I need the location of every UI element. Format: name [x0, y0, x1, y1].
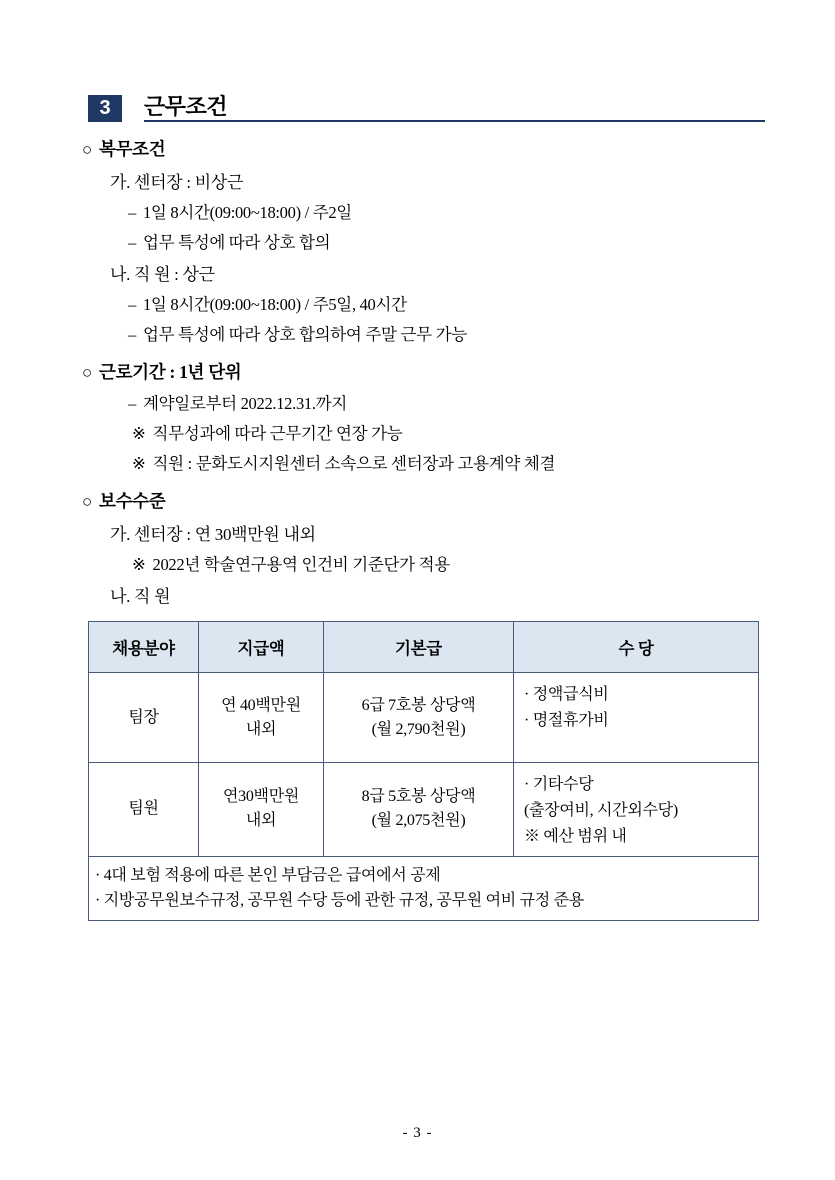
- allowance-line: · 기타수당: [524, 776, 594, 794]
- table-header-cell-allowance: 수 당: [514, 622, 759, 673]
- circle-bullet-icon: ○: [82, 363, 92, 383]
- table-cell-amount: [199, 763, 324, 857]
- dash-bullet-icon: –: [128, 394, 136, 414]
- table-cell-base-line2: (월 2,075천원): [371, 812, 466, 830]
- list-item-label: 업무 특성에 따라 상호 합의하여 주말 근무 가능: [142, 325, 467, 345]
- block-heading: [82, 136, 765, 161]
- table-cell-amount-line1: 연30백만원: [222, 788, 300, 806]
- table-cell-base-line2: (월 2,790천원): [371, 720, 466, 738]
- block-heading: [82, 359, 765, 384]
- list-item: [128, 199, 765, 223]
- block-heading-label: 보수수준: [98, 491, 166, 512]
- content-block-work-period: [70, 359, 765, 474]
- allowance-line: · 명절휴가비: [524, 712, 609, 729]
- list-item-note: [132, 551, 765, 575]
- list-item: [128, 229, 765, 253]
- list-item-label: 직원 : 문화도시지원센터 소속으로 센터장과 고용계약 체결: [152, 454, 556, 474]
- table-cell-field: 팀장: [89, 673, 199, 763]
- table-cell-base-line1: 6급 7호봉 상당액: [361, 696, 476, 714]
- section-title-underline: [144, 95, 765, 122]
- content-block-service-conditions: [70, 136, 765, 345]
- allowance-line: (출장여비, 시간외수당): [524, 802, 678, 819]
- block-heading-label: 근로기간 : 1년 단위: [98, 362, 242, 383]
- table-header-row: [89, 622, 759, 673]
- dash-bullet-icon: –: [128, 295, 136, 315]
- table-row: [89, 763, 759, 857]
- list-item: 나. 직 원 : 상근: [110, 265, 215, 285]
- table-row: [89, 673, 759, 763]
- table-cell-base: [324, 763, 514, 857]
- compensation-table: [88, 621, 759, 921]
- block-heading-label: 복무조건: [98, 139, 166, 160]
- table-cell-field: 팀원: [89, 763, 199, 857]
- list-item-note: [132, 420, 765, 444]
- page-title: 근무조건: [144, 94, 228, 119]
- list-item-label: 2022년 학술연구용역 인건비 기준단가 적용: [152, 555, 450, 575]
- table-note-line: · 4대 보험 적용에 따른 본인 부담금은 급여에서 공제: [95, 866, 441, 884]
- list-item-label: 업무 특성에 따라 상호 합의: [142, 233, 331, 253]
- dash-bullet-icon: –: [128, 203, 136, 223]
- reference-mark-icon: ※: [132, 424, 146, 444]
- table-cell-amount-line2: 내외: [245, 720, 277, 738]
- list-item: [128, 291, 765, 315]
- section-number-badge: 3: [88, 95, 122, 122]
- reference-mark-icon: ※: [132, 454, 146, 474]
- circle-bullet-icon: ○: [82, 492, 92, 512]
- reference-mark-icon: ※: [132, 555, 146, 575]
- table-notes: [89, 856, 759, 920]
- table-cell-amount-line2: 내외: [245, 812, 277, 830]
- list-item: 가. 센터장 : 비상근: [110, 173, 244, 193]
- allowance-line: · 정액급식비: [524, 686, 609, 704]
- list-item: 나. 직 원: [110, 587, 171, 607]
- circle-bullet-icon: ○: [82, 140, 92, 160]
- list-item: 가. 센터장 : 연 30백만원 내외: [110, 525, 316, 545]
- dash-bullet-icon: –: [128, 325, 136, 345]
- list-item-label: 계약일로부터 2022.12.31.까지: [142, 394, 347, 414]
- dash-bullet-icon: –: [128, 233, 136, 253]
- list-item: [128, 321, 765, 345]
- list-item-label: 1일 8시간(09:00~18:00) / 주5일, 40시간: [142, 295, 407, 315]
- list-item-label: 직무성과에 따라 근무기간 연장 가능: [152, 424, 403, 444]
- allowance-line: ※ 예산 범위 내: [524, 827, 627, 845]
- list-item-label: 1일 8시간(09:00~18:00) / 주2일: [142, 203, 352, 223]
- table-cell-base-line1: 8급 5호봉 상당액: [361, 788, 476, 806]
- page-number: - 3 -: [402, 1125, 433, 1141]
- list-item-note: [132, 450, 765, 474]
- table-cell-amount-line1: 연 40백만원: [221, 696, 301, 714]
- table-cell-amount: [199, 673, 324, 763]
- table-header-cell-field: 채용분야: [89, 622, 199, 673]
- table-note-row: [89, 856, 759, 920]
- content-block-compensation: [70, 488, 765, 607]
- table-header-cell-base: 기본급: [324, 622, 514, 673]
- table-cell-base: [324, 673, 514, 763]
- section-heading: [88, 95, 765, 122]
- table-header-cell-amount: 지급액: [199, 622, 324, 673]
- table-cell-allowance: [514, 673, 759, 763]
- list-item: [128, 390, 765, 414]
- block-heading: [82, 488, 765, 513]
- table-note-line: · 지방공무원보수규정, 공무원 수당 등에 관한 규정, 공무원 여비 규정 준용: [95, 892, 584, 910]
- table-cell-allowance: [514, 763, 759, 857]
